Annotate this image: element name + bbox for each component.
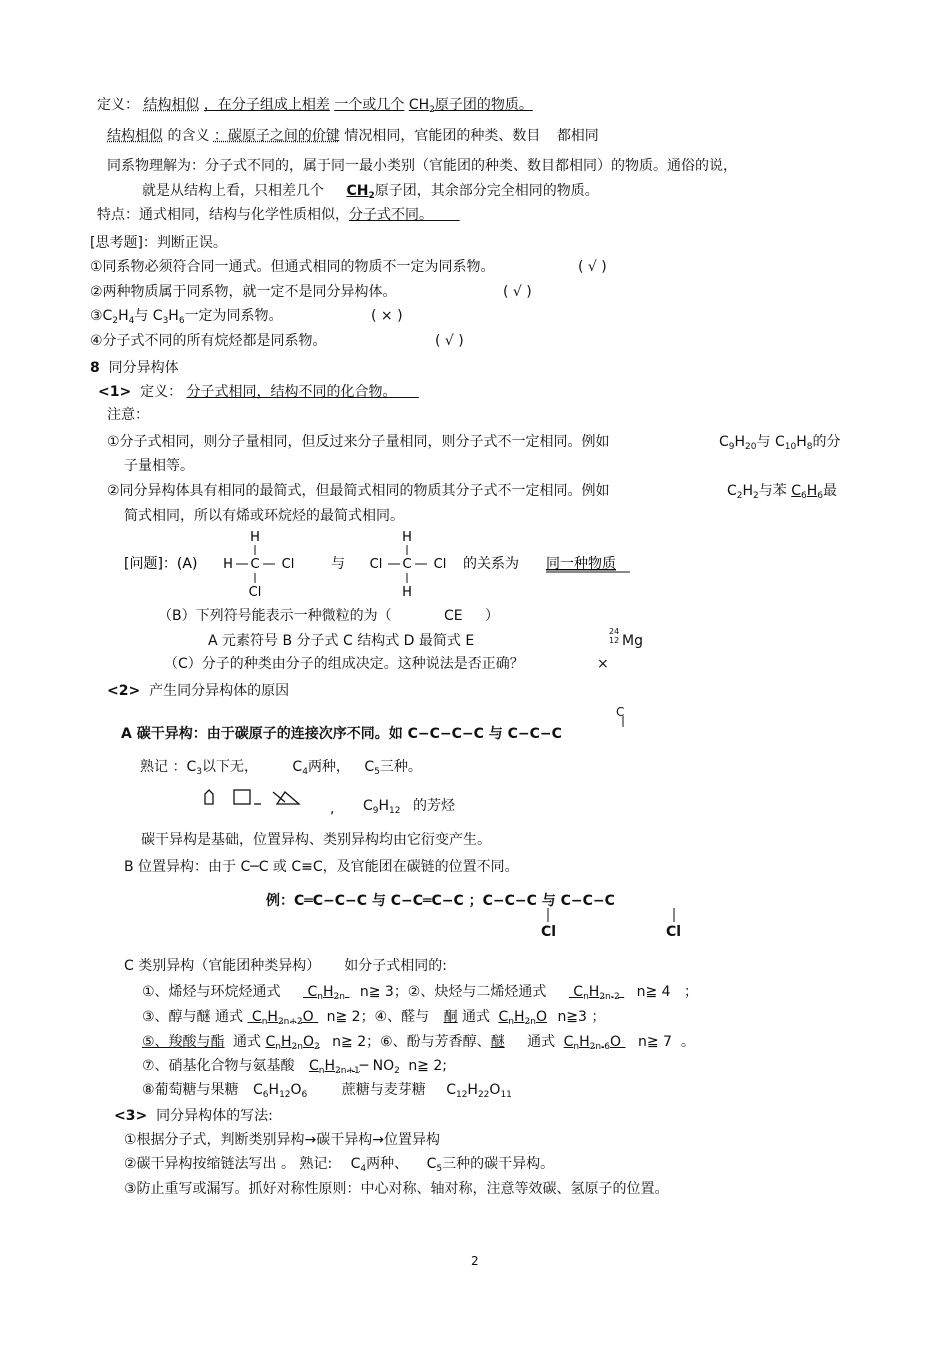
- mg-symbol: Mg: [622, 633, 643, 649]
- isomer-title: 8 同分异构体: [90, 360, 179, 376]
- class-row-5: ⑧葡萄糖与果糖 $C_6H_{12}O_6$ 蔗糖与麦芽糖 $C_{12}H_{22}O_{11}$: [142, 1082, 512, 1100]
- think-a2: ( √ ): [503, 284, 532, 300]
- c9h12-line: $C_9H_{12}$ 的芳烃: [363, 798, 455, 816]
- note-2: ②同分异构体具有相同的最简式，但最简式相同的物质其分子式不一定相同。例如: [107, 483, 610, 499]
- note-label: 注意：: [107, 407, 149, 423]
- svg-text:Cl: Cl: [433, 557, 447, 572]
- write-2: ②碳干异构按缩链法写出 。 熟记: $C_4$两种、 $C_5$三种的碳干异构。: [124, 1156, 555, 1174]
- remember-line: 熟记 ：$C_3$以下无， $C_4$两种， $C_5$三种。: [140, 759, 422, 777]
- svg-text:H: H: [250, 530, 260, 545]
- square-shape-icon: [234, 790, 250, 804]
- features-line: 特点：通式相同，结构与化学性质相似，分子式不同。: [97, 207, 433, 223]
- isomer-definition: <1> 定义： 分子式相同，结构不同的化合物。: [98, 384, 397, 400]
- svg-text:Cl: Cl: [281, 557, 295, 572]
- question-c: （C）分子的种类由分子的组成决定。这种说法是否正确？: [164, 656, 524, 672]
- question-a-label: [问题]：(A): [124, 556, 198, 572]
- question-a-answer: 同一种物质: [546, 556, 616, 572]
- note-1-cont: 子量相等。: [124, 458, 194, 474]
- page-number: 2: [471, 1254, 479, 1268]
- svg-text:Cl: Cl: [369, 557, 383, 572]
- question-b: （B）下列符号能表示一种微粒的为（: [158, 608, 392, 624]
- think-q3: $③C_2H_4$与 $C_3H_6$一定为同系物。: [90, 308, 283, 326]
- comma: ,: [330, 801, 335, 817]
- understand-line-2: 就是从结构上看，只相差几个 $CH_2$原子团，其余部分完全相同的物质。: [142, 183, 599, 201]
- think-a1: ( √ ): [578, 259, 607, 275]
- class-row-1: ①、烯烃与环烷烃通式 $C_nH_{2n}$ n≧ 3；②、炔烃与二烯烃通式 $C_nH_{2n-2}$ n≧ 4 ；: [142, 984, 698, 1002]
- write-3: ③防止重写或漏写。抓好对称性原则：中心对称、轴对称，注意等效碳、氢原子的位置。: [124, 1181, 669, 1197]
- meaning-line: 结构相似 的含义 ：碳原子之间的价键 情况相同，官能团的种类、数目 都相同: [107, 128, 599, 144]
- structure-1: [223, 530, 294, 600]
- note-1: ①分子式相同，则分子量相同，但反过来分子量相同，则分子式不一定相同。例如: [107, 434, 610, 450]
- definition-line: 定义： 结构相似 ，在分子组成上相差 一个或几个 $CH_2$原子团的物质。: [97, 97, 533, 115]
- class-row-4: ⑦、硝基化合物与氨基酸 $C_nH_{2n+1}─$ $NO_2$ n≧ 2;: [142, 1058, 447, 1076]
- question-a-relation: 的关系为: [463, 556, 519, 572]
- position-isomer: B 位置异构：由于 C─C 或 C≡C，及官能团在碳链的位置不同。: [124, 859, 519, 875]
- understand-line-1: 同系物理解为：分子式不同的，属于同一最小类别（官能团的种类、数目都相同）的物质。通俗的说，: [107, 158, 737, 174]
- think-title: [思考题]：判断正误。: [90, 235, 227, 251]
- position-example: 例：C═C−C−C 与 C−C═C−C ；C−C−C 与 C−C−C: [266, 893, 615, 909]
- question-b-close: ）: [485, 608, 499, 624]
- write-title: <3> 同分异构体的写法:: [114, 1108, 273, 1124]
- basis-line: 碳干异构是基础，位置异构、类别异构均由它衍变产生。: [141, 832, 491, 848]
- question-b-options: A 元素符号 B 分子式 C 结构式 D 最简式 E: [208, 633, 475, 649]
- class-row-3: ⑤、羧酸与酯 通式 $C_nH_{2n}O_2$ n≧ 2；⑥、酚与芳香醇、醚 通式 $C_nH_{2n-6}O$ n≧ 7 。: [142, 1034, 695, 1052]
- think-q2: ②两种物质属于同系物，就一定不是同分异构体。: [90, 284, 397, 300]
- question-a-and: 与: [331, 556, 345, 572]
- cyclic-shapes: [201, 786, 331, 808]
- svg-text:H: H: [223, 557, 233, 572]
- question-a-structures: [118, 528, 638, 600]
- branch-bond: [619, 716, 627, 728]
- carbon-skeleton-isomer: A 碳干异构：由于碳原子的连接次序不同。如 C−C−C−C 与 C−C−C: [121, 726, 562, 742]
- note-2-cont: 简式相同，所以有烯或环烷烃的最简式相同。: [124, 508, 404, 524]
- example-cl-2: Cl: [666, 924, 682, 940]
- reason-title: <2> 产生同分异构体的原因: [107, 683, 290, 699]
- mg-isotope-numbers: 24 12: [609, 627, 620, 645]
- note-1-formula: $C_9H_{20}$与 $C_{10}H_8$的分: [719, 434, 841, 452]
- svg-text:H: H: [402, 585, 412, 600]
- think-q4: ④分子式不同的所有烷烃都是同系物。: [90, 333, 327, 349]
- branch-carbon: C: [616, 705, 625, 719]
- svg-text:C: C: [250, 557, 260, 572]
- class-row-2: ③、醇与醚 通式 $C_nH_{2n+2}O$ n≧ 2；④、醛与 酮 通式 $C_nH_{2n}O$ n≧3 ；: [142, 1009, 606, 1027]
- think-a4: ( √ ): [435, 333, 464, 349]
- think-q1: ①同系物必须符合同一通式。但通式相同的物质不一定为同系物。: [90, 259, 495, 275]
- example-cl-1: Cl: [541, 924, 557, 940]
- svg-text:C: C: [402, 557, 412, 572]
- house-shape-icon: [205, 790, 213, 804]
- example-bonds: [540, 908, 690, 924]
- class-isomer-title: C 类别异构（官能团种类异构） 如分子式相同的:: [124, 958, 447, 974]
- structure-2: [370, 530, 447, 600]
- svg-text:H: H: [402, 530, 412, 545]
- question-b-answer: CE: [444, 608, 463, 624]
- svg-text:Cl: Cl: [248, 585, 262, 600]
- question-c-answer: ×: [597, 656, 609, 672]
- write-1: ①根据分子式，判断类别异构→碳干异构→位置异构: [124, 1132, 441, 1148]
- think-a3: ( × ): [371, 308, 403, 324]
- note-2-formula: $C_2H_2$与苯 $C_6H_6$最: [727, 483, 838, 501]
